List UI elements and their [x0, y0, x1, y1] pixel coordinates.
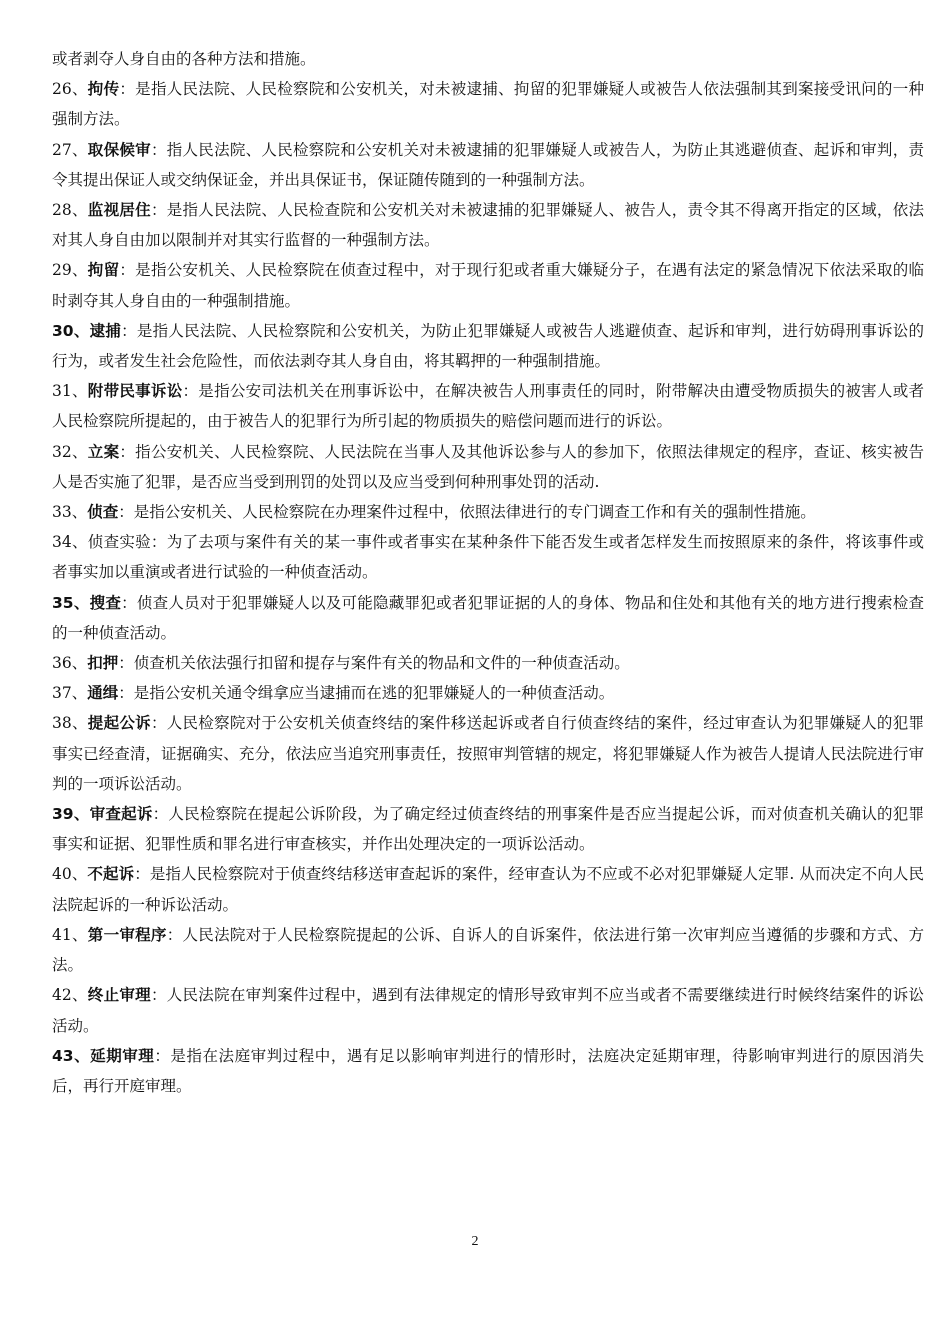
definition-list	[52, 74, 924, 1101]
definition-entry	[52, 376, 924, 436]
entry-term: 立案	[87, 442, 120, 461]
entry-definition: 人民法院在审判案件过程中，遇到有法律规定的情形导致审判不应当或者不需要继续进行时候终结案件的诉讼活动。	[52, 986, 924, 1035]
entry-term: 第一审程序	[87, 925, 167, 944]
entry-separator: ：	[150, 140, 167, 159]
definition-entry	[52, 255, 924, 315]
entry-term: 侦查	[87, 503, 119, 522]
entry-number: 37、	[52, 684, 88, 703]
entry-number: 30、	[52, 321, 90, 340]
entry-separator: ：	[119, 442, 136, 461]
entry-number: 36、	[52, 654, 88, 673]
entry-separator: ：	[118, 684, 134, 703]
entry-term: 监视居住	[87, 201, 151, 220]
entry-term: 搜查	[89, 593, 122, 612]
entry-term: 审查起诉	[89, 805, 153, 824]
entry-term: 附带民事诉讼	[87, 382, 183, 401]
entry-separator: ：	[118, 503, 134, 522]
definition-entry	[52, 135, 924, 195]
document-page	[52, 44, 924, 1101]
entry-separator: ：	[119, 80, 136, 99]
entry-definition: 人民检察院对于公安机关侦查终结的案件移送起诉或者自行侦查终结的案件，经过审查认为犯罪嫌疑人的犯罪事实已经查清，证据确实、充分，依法应当追究刑事责任，按照审判管辖的规定，将犯罪嫌疑人作为被告人提请人民法院进行审判的一项诉讼活动。	[52, 714, 924, 793]
entry-definition: 是指人民法院、人民检查院和公安机关对未被逮捕的犯罪嫌疑人、被告人，责令其不得离开指定的区域，依法对其人身自由加以限制并对其实行监督的一种强制方法。	[52, 201, 924, 250]
entry-number: 34、	[52, 533, 88, 552]
entry-term: 取保候审	[87, 140, 151, 159]
entry-definition: 是指公安机关、人民检察院在办理案件过程中，依照法律进行的专门调查工作和有关的强制性措施。	[133, 503, 816, 522]
entry-definition: 侦查人员对于犯罪嫌疑人以及可能隐藏罪犯或者犯罪证据的人的身体、物品和住处和其他有关的地方进行搜索检查的一种侦查活动。	[52, 593, 924, 642]
entry-number: 42、	[52, 986, 88, 1005]
definition-entry	[52, 497, 924, 527]
entry-separator: ：	[152, 805, 169, 824]
entry-definition: 指公安机关、人民检察院、人民法院在当事人及其他诉讼参与人的参加下，依照法律规定的程序，查证、核实被告人是否实施了犯罪，是否应当受到刑罚的处罚以及应当受到何种刑事处罚的活动.	[52, 442, 924, 491]
definition-entry	[52, 74, 924, 134]
entry-separator: ：	[150, 201, 167, 220]
entry-term: 不起诉	[87, 865, 135, 884]
entry-definition: 是指人民法院、人民检察院和公安机关，为防止犯罪嫌疑人或被告人逃避侦查、起诉和审判，进行妨碍刑事诉讼的行为，或者发生社会危险性，而依法剥夺其人身自由，将其羁押的一种强制措施。	[52, 321, 924, 371]
entry-separator: ：	[150, 986, 167, 1005]
definition-entry	[52, 859, 924, 919]
entry-separator: ：	[166, 925, 183, 944]
entry-number: 31、	[52, 382, 88, 401]
entry-definition: 侦查实验：为了去项与案件有关的某一事件或者事实在某种条件下能否发生或者怎样发生而按照原来的条件，将该事件或者事实加以重演或者进行试验的一种侦查活动。	[52, 533, 924, 582]
entry-separator: ：	[150, 714, 167, 733]
entry-definition: 指人民法院、人民检察院和公安机关对未被逮捕的犯罪嫌疑人或被告人，为防止其逃避侦查、起诉和审判，责令其提出保证人或交纳保证金，并出具保证书，保证随传随到的一种强制方法。	[52, 140, 924, 189]
entry-term: 拘留	[87, 261, 120, 280]
entry-number: 39、	[52, 805, 90, 824]
definition-entry	[52, 437, 924, 497]
entry-term: 逮捕	[89, 321, 122, 340]
entry-number: 32、	[52, 442, 88, 461]
entry-number: 41、	[52, 925, 88, 944]
entry-number: 35、	[52, 593, 90, 612]
intro-fragment: 或者剥夺人身自由的各种方法和措施。	[52, 50, 316, 68]
definition-entry	[52, 920, 924, 980]
entry-number: 33、	[52, 503, 88, 522]
entry-number: 43、	[52, 1046, 91, 1065]
definition-entry	[52, 195, 924, 255]
entry-number: 29、	[52, 261, 88, 280]
entry-definition: 侦查机关依法强行扣留和提存与案件有关的物品和文件的一种侦查活动。	[133, 654, 630, 673]
entry-number: 28、	[52, 201, 88, 220]
definition-entry	[52, 588, 924, 648]
entry-separator: ：	[134, 865, 150, 884]
entry-definition: 是指在法庭审判过程中，遇有足以影响审判进行的情形时，法庭决定延期审理，待影响审判进行的原因消失后，再行开庭审理。	[52, 1046, 924, 1095]
definition-entry	[52, 799, 924, 859]
entry-number: 27、	[52, 140, 88, 159]
entry-separator: ：	[119, 261, 136, 280]
entry-number: 38、	[52, 714, 88, 733]
entry-separator: ：	[118, 654, 134, 673]
definition-entry	[52, 1041, 924, 1101]
definition-entry	[52, 708, 924, 799]
entry-term: 终止审理	[87, 986, 151, 1005]
entry-definition: 人民法院对于人民检察院提起的公诉、自诉人的自诉案件，依法进行第一次审判应当遵循的步骤和方式、方法。	[52, 925, 924, 975]
entry-term: 扣押	[87, 654, 119, 673]
entry-separator: ：	[182, 382, 199, 401]
entry-definition: 是指公安机关通令缉拿应当逮捕而在逃的犯罪嫌疑人的一种侦查活动。	[133, 684, 615, 703]
entry-separator: ：	[154, 1046, 171, 1065]
entry-definition: 是指公安司法机关在刑事诉讼中，在解决被告人刑事责任的同时，附带解决由遭受物质损失的被害人或者人民检察院所提起的，由于被告人的犯罪行为所引起的物质损失的赔偿问题而进行的诉讼。	[52, 382, 924, 431]
entry-number: 40、	[52, 865, 88, 884]
definition-entry	[52, 316, 924, 376]
entry-definition: 是指公安机关、人民检察院在侦查过程中，对于现行犯或者重大嫌疑分子，在遇有法定的紧急情况下依法采取的临时剥夺其人身自由的一种强制措施。	[52, 261, 924, 310]
entry-definition: 是指人民检察院对于侦查终结移送审查起诉的案件，经审查认为不应或不必对犯罪嫌疑人定罪. 从而决定不向人民法院起诉的一种诉讼活动。	[52, 865, 924, 914]
entry-term: 延期审理	[90, 1046, 155, 1065]
definition-entry	[52, 527, 924, 587]
entry-separator: ：	[121, 593, 137, 612]
entry-number: 26、	[52, 80, 88, 99]
entry-definition: 是指人民法院、人民检察院和公安机关，对未被逮捕、拘留的犯罪嫌疑人或被告人依法强制其到案接受讯问的一种强制方法。	[52, 80, 924, 129]
entry-term: 通缉	[87, 684, 119, 703]
definition-entry	[52, 648, 924, 678]
entry-term: 拘传	[87, 80, 120, 99]
entry-definition: 人民检察院在提起公诉阶段，为了确定经过侦查终结的刑事案件是否应当提起公诉，而对侦查机关确认的犯罪事实和证据、犯罪性质和罪名进行审查核实，并作出处理决定的一项诉讼活动。	[52, 805, 924, 854]
definition-entry	[52, 678, 924, 708]
entry-separator: ：	[121, 321, 137, 340]
entry-term: 提起公诉	[87, 714, 151, 733]
definition-entry	[52, 980, 924, 1040]
page-number: 2	[471, 1234, 479, 1249]
